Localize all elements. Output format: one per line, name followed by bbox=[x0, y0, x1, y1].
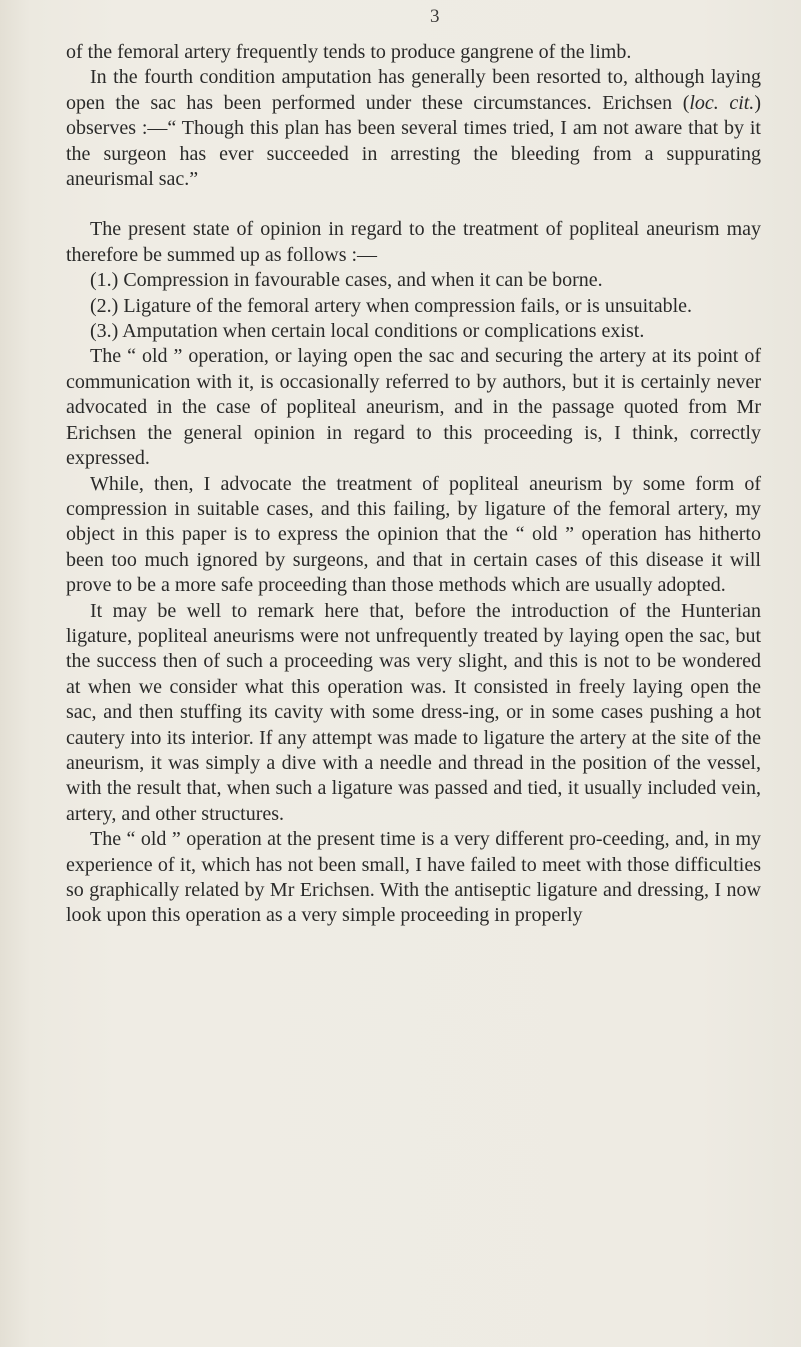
paragraph-3: The present state of opinion in regard to the treatment of popliteal aneurism may therefore be summed up as follows :— bbox=[66, 218, 761, 266]
page-number: 3 bbox=[430, 6, 440, 27]
list-item-1: (1.) Compression in favourable cases, and when it can be borne. bbox=[90, 269, 603, 292]
paragraph-6: It may be well to remark here that, before the introduction of the Hunterian ligature, popliteal aneurisms were not unfrequently treated by laying open the sac, but the success then of such a proceeding was very slight, and this is not to be wondered at when we consider what this operation was. It consisted in freely laying open the sac, and then stuffing its cavity with some dress-ing, or in some cases pushing a hot cautery into its interior. If any attempt was made to ligature the artery at the site of the aneurism, it was simply a dive with a needle and thread in the position of the vessel, with the result that, when such a ligature was passed and tied, it usually included vein, artery, and other structures. bbox=[66, 599, 761, 825]
citation-italic: loc. cit. bbox=[689, 91, 755, 114]
list-item-3: (3.) Amputation when certain local conditions or complications exist. bbox=[90, 320, 645, 343]
paragraph-4: The “ old ” operation, or laying open the sac and securing the artery at its point of communication with it, is occasionally referred to by authors, but it is certainly never advocated in the case of popliteal aneurism, and in the passage quoted from Mr Erichsen the general opinion in regard to this proceeding is, I think, correctly expressed. bbox=[66, 345, 761, 470]
list-item-2: (2.) Ligature of the femoral artery when compression fails, or is unsuitable. bbox=[90, 294, 693, 317]
paragraph-2: In the fourth condition amputation has generally been resorted to, although laying open the sac has been performed under these circumstances. Erichsen (loc. cit.) observes :—“ Though this plan has been several times tried, I am not aware that by it the surgeon has ever succeeded in arresting the bleeding from a suppurating aneurismal sac.” bbox=[66, 66, 761, 191]
paragraph-5: While, then, I advocate the treatment of popliteal aneurism by some form of compression in suitable cases, and this failing, by ligature of the femoral artery, my object in this paper is to express the opinion that the “ old ” operation has hitherto been too much ignored by surgeons, and that in certain cases of this disease it will prove to be a more safe proceeding than those methods which are usually adopted. bbox=[66, 472, 761, 597]
paragraph-7: The “ old ” operation at the present time is a very different pro-ceeding, and, in my experience of it, which has not been small, I have failed to meet with those difficulties so graphically related by Mr Erichsen. With the antiseptic ligature and dressing, I now look upon this operation as a very simple proceeding in properly bbox=[66, 828, 761, 927]
paragraph-1: of the femoral artery frequently tends to produce gangrene of the limb. bbox=[66, 41, 632, 63]
body-text bbox=[66, 40, 761, 929]
